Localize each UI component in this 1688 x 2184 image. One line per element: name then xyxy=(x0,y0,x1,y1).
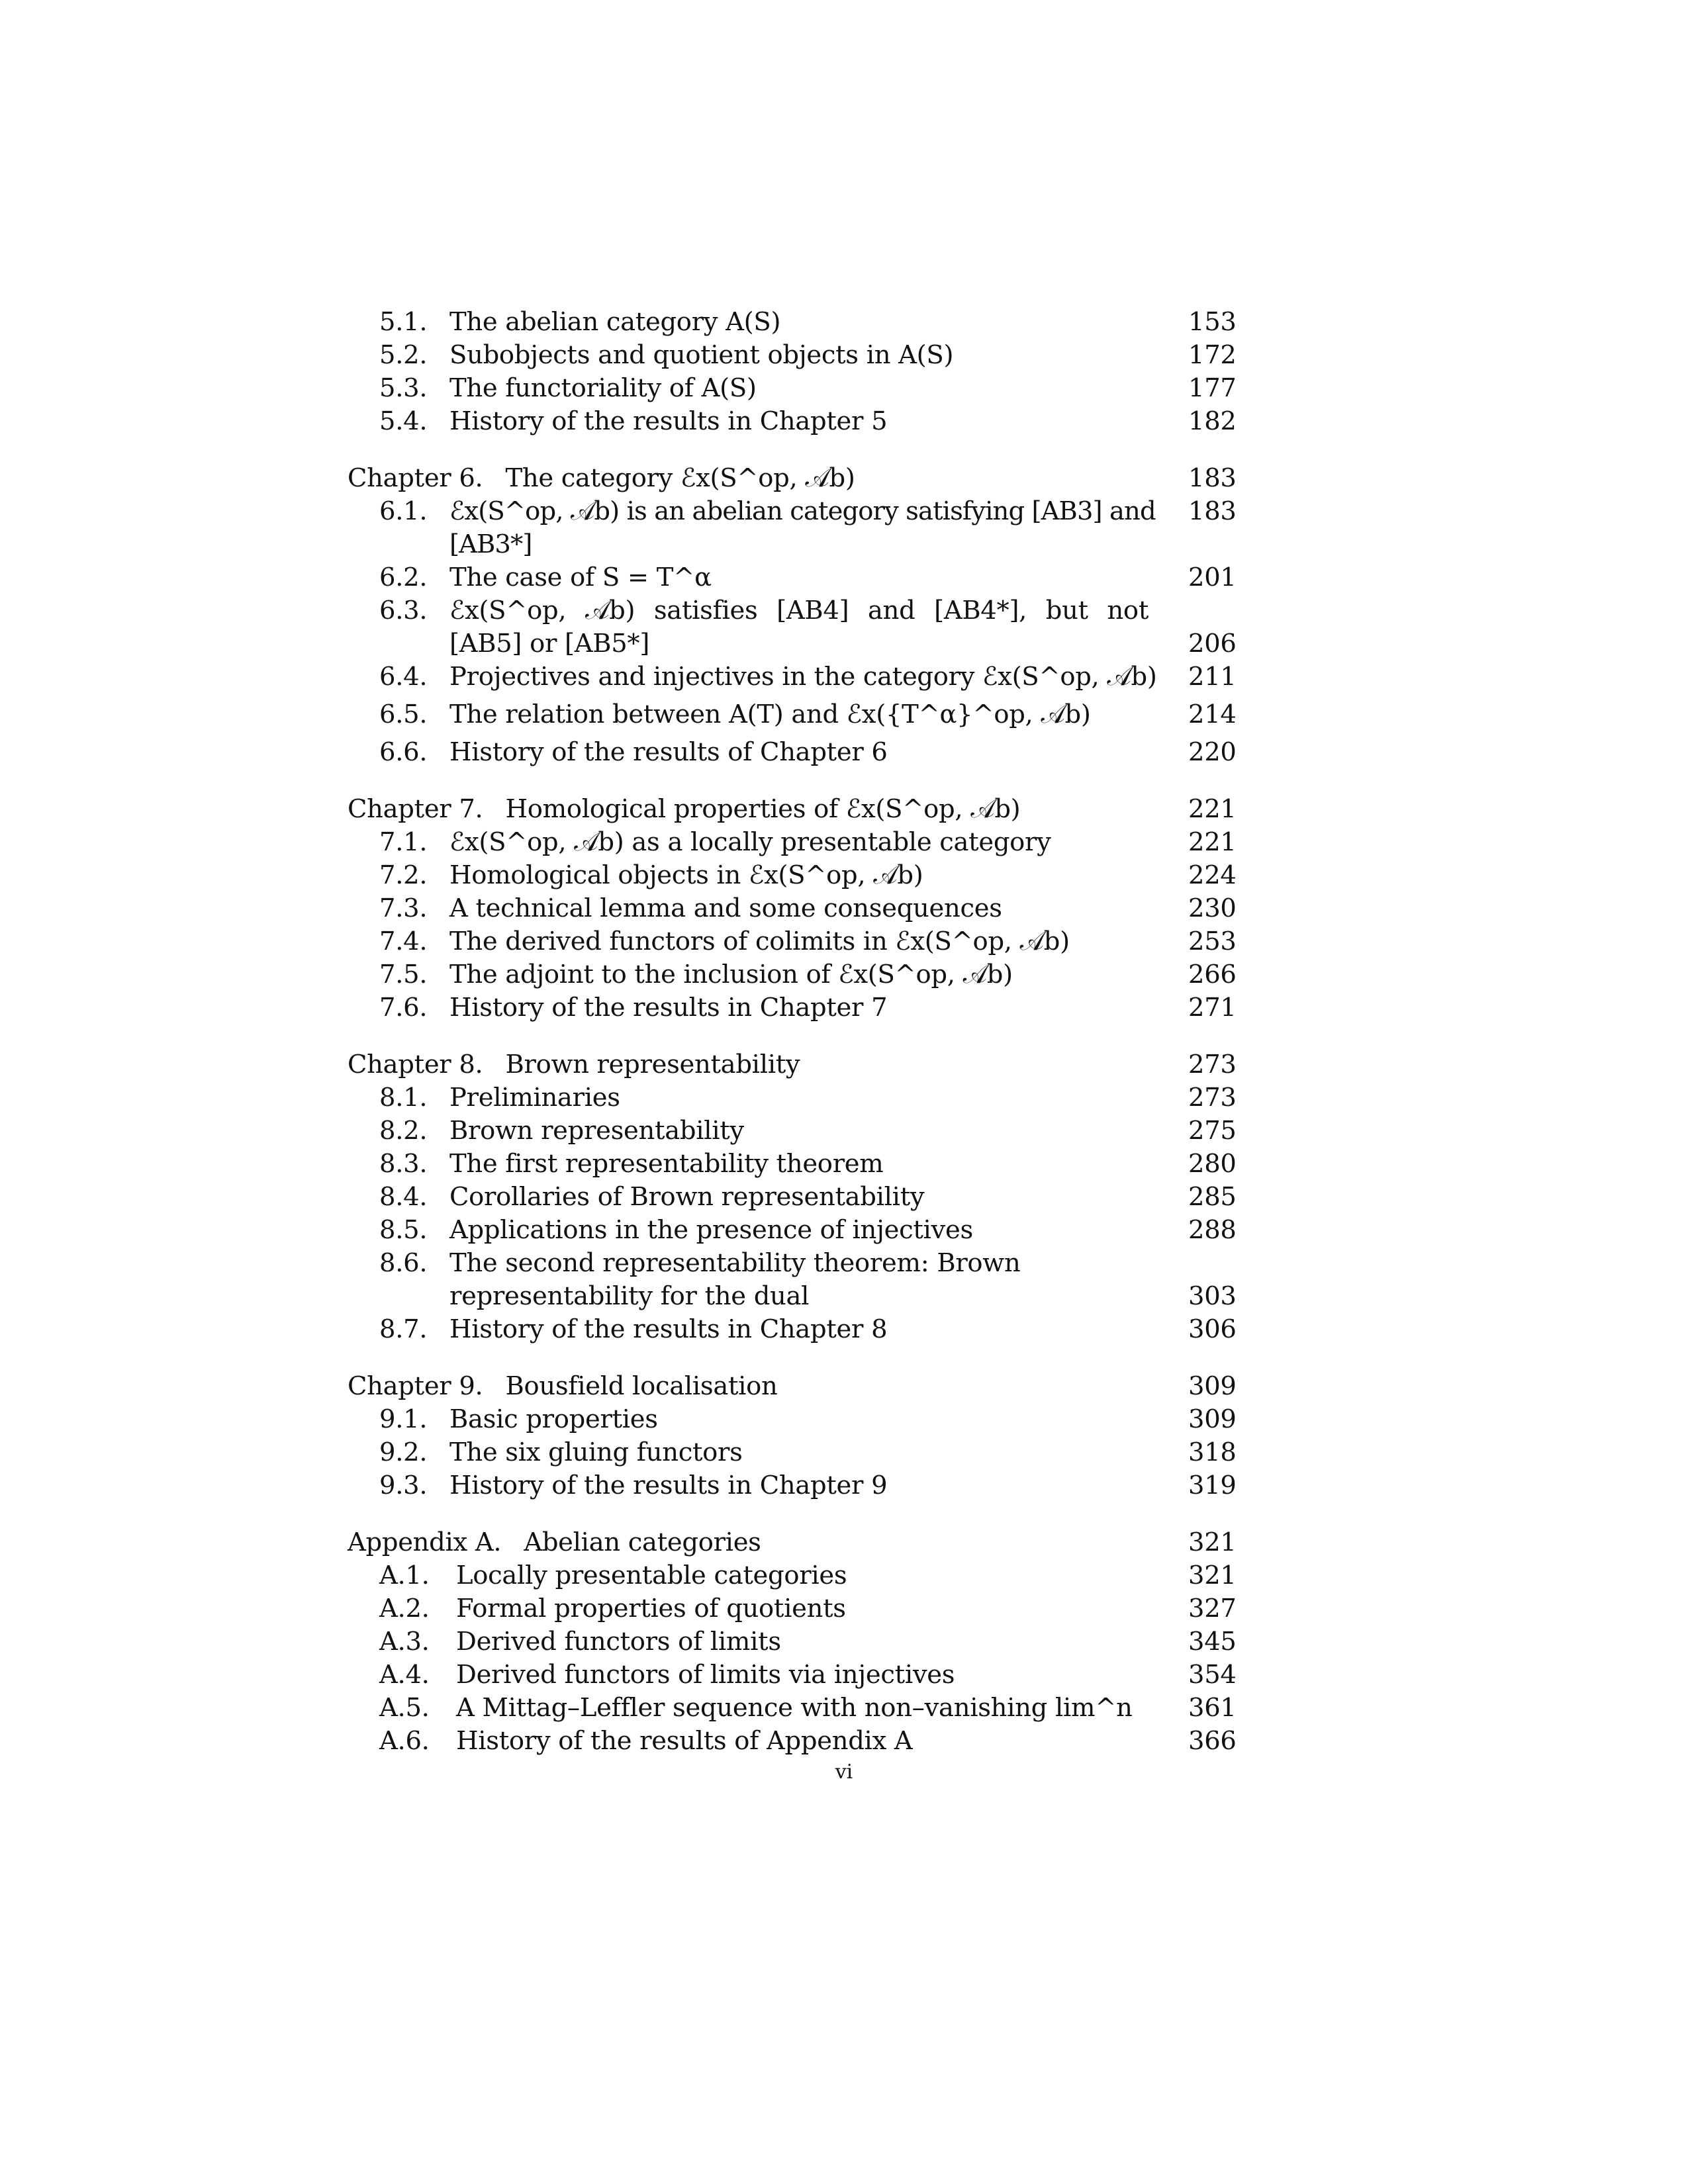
section-title: History of the results of Appendix A xyxy=(456,1726,913,1756)
section-number: 9.3. xyxy=(379,1471,428,1500)
toc-entry[interactable] xyxy=(348,1247,1235,1313)
page-number: 366 xyxy=(1188,1726,1237,1756)
section-title: Projectives and injectives in the category ℰx(S^op, 𝒜b) xyxy=(449,662,1157,692)
page-folio: vi xyxy=(835,1760,853,1784)
section-title: ℰx(S^op, 𝒜b) is an abelian category satisfying [AB3] and [AB3*] xyxy=(449,496,1156,559)
toc-entry[interactable] xyxy=(348,339,1235,372)
page-number: 253 xyxy=(1188,927,1237,956)
section-number: 7.5. xyxy=(379,960,428,989)
chapter-heading[interactable] xyxy=(348,1048,1235,1081)
page-number: 285 xyxy=(1188,1182,1237,1212)
page-number: 273 xyxy=(1188,1050,1237,1079)
section-number: 9.1. xyxy=(379,1404,428,1434)
page-number: 201 xyxy=(1188,563,1237,592)
chapter-label: Chapter 8. xyxy=(348,1050,483,1079)
chapter-heading[interactable] xyxy=(348,1370,1235,1403)
section-title: The adjoint to the inclusion of ℰx(S^op, 𝒜b) xyxy=(449,960,1013,989)
page-number: 321 xyxy=(1188,1527,1237,1557)
page-number: 273 xyxy=(1188,1083,1237,1113)
toc-entry[interactable] xyxy=(348,1181,1235,1214)
section-number: 7.6. xyxy=(379,993,428,1023)
section-number: 8.5. xyxy=(379,1215,428,1245)
toc-entry[interactable] xyxy=(348,1214,1235,1247)
section-title: The abelian category A(S) xyxy=(449,307,781,337)
section-number: 5.1. xyxy=(379,307,428,337)
section-number: 8.3. xyxy=(379,1149,428,1179)
page-number: 177 xyxy=(1188,373,1237,403)
page-number: 275 xyxy=(1188,1116,1237,1146)
toc-entry[interactable] xyxy=(348,1725,1235,1758)
chapter-heading[interactable] xyxy=(348,793,1235,826)
chapter-label: Appendix A. xyxy=(348,1527,502,1557)
page-number: 327 xyxy=(1188,1594,1237,1623)
toc-entry[interactable] xyxy=(348,1403,1235,1436)
section-title: Derived functors of limits via injectives xyxy=(456,1660,955,1690)
section-number: 5.2. xyxy=(379,340,428,370)
section-number: 8.2. xyxy=(379,1116,428,1146)
section-title: The functoriality of A(S) xyxy=(449,373,757,403)
toc-entry[interactable] xyxy=(348,1592,1235,1625)
chapter-8-block xyxy=(348,1048,1235,1346)
toc-entry[interactable] xyxy=(348,495,1235,561)
section-title: A technical lemma and some consequences xyxy=(449,893,1002,923)
toc-entry[interactable] xyxy=(348,826,1235,859)
section-number: A.3. xyxy=(379,1627,430,1657)
page-number: 221 xyxy=(1188,794,1237,824)
page-number: 153 xyxy=(1188,307,1237,337)
toc-entry[interactable] xyxy=(348,306,1235,339)
toc-entry[interactable] xyxy=(348,1692,1235,1725)
page-number: 345 xyxy=(1188,1627,1237,1657)
section-title: Locally presentable categories xyxy=(456,1561,847,1590)
page-number: 206 xyxy=(1188,629,1237,659)
toc-entry[interactable] xyxy=(348,1148,1235,1181)
section-number: 6.1. xyxy=(379,496,428,526)
section-title: Preliminaries xyxy=(449,1083,620,1113)
toc-entry[interactable] xyxy=(348,1436,1235,1469)
section-title: The six gluing functors xyxy=(449,1437,743,1467)
toc-entry[interactable] xyxy=(348,405,1235,438)
page-number: 271 xyxy=(1188,993,1237,1023)
section-title: History of the results of Chapter 6 xyxy=(449,737,888,767)
section-title: History of the results in Chapter 5 xyxy=(449,406,888,436)
section-title: A Mittag–Leffler sequence with non–vanishing lim^n xyxy=(456,1693,1133,1723)
chapter-6-block xyxy=(348,462,1235,769)
page-number: 306 xyxy=(1188,1314,1237,1344)
toc-entry[interactable] xyxy=(348,1659,1235,1692)
page-number: 211 xyxy=(1188,662,1237,692)
chapter-title: Bousfield localisation xyxy=(505,1371,778,1401)
section-number: 5.4. xyxy=(379,406,428,436)
chapter-title: The category ℰx(S^op, 𝒜b) xyxy=(505,463,855,493)
section-title: Homological objects in ℰx(S^op, 𝒜b) xyxy=(449,860,923,890)
chapter-heading[interactable] xyxy=(348,462,1235,495)
toc-entry[interactable] xyxy=(348,694,1235,736)
page-number: 230 xyxy=(1188,893,1237,923)
page-number: 183 xyxy=(1188,463,1237,493)
section-title: The relation between A(T) and ℰx({T^α}^op, 𝒜b) xyxy=(449,700,1091,729)
page-number: 221 xyxy=(1188,827,1237,857)
section-title: Applications in the presence of injectives xyxy=(449,1215,973,1245)
chapter-label: Chapter 9. xyxy=(348,1371,483,1401)
page-number: 214 xyxy=(1188,700,1237,729)
toc-entry[interactable] xyxy=(348,958,1235,991)
section-number: 6.4. xyxy=(379,662,428,692)
page-number: 266 xyxy=(1188,960,1237,989)
page-number: 224 xyxy=(1188,860,1237,890)
chapter-title: Homological properties of ℰx(S^op, 𝒜b) xyxy=(505,794,1021,824)
toc-entry[interactable] xyxy=(348,925,1235,958)
section-title: Subobjects and quotient objects in A(S) xyxy=(449,340,954,370)
section-number: 7.1. xyxy=(379,827,428,857)
section-title: History of the results in Chapter 9 xyxy=(449,1471,888,1500)
page-number: 220 xyxy=(1188,737,1237,767)
toc-entry[interactable] xyxy=(348,372,1235,405)
section-title: The case of S = T^α xyxy=(449,563,712,592)
section-title: The second representability theorem: Brown representability for the dual xyxy=(449,1248,1021,1311)
toc-entry[interactable] xyxy=(348,1559,1235,1592)
section-number: 7.2. xyxy=(379,860,428,890)
section-number: A.5. xyxy=(379,1693,430,1723)
page-number: 288 xyxy=(1188,1215,1237,1245)
section-number: 5.3. xyxy=(379,373,428,403)
section-number: 6.3. xyxy=(379,596,428,625)
section-number: A.4. xyxy=(379,1660,430,1690)
section-number: 9.2. xyxy=(379,1437,428,1467)
chapter-title: Brown representability xyxy=(505,1050,800,1079)
toc-entry[interactable] xyxy=(348,736,1235,769)
chapter-label: Chapter 7. xyxy=(348,794,483,824)
toc-entry[interactable] xyxy=(348,1469,1235,1502)
chapter-7-block xyxy=(348,793,1235,1024)
page-number: 303 xyxy=(1188,1281,1237,1311)
page-number: 318 xyxy=(1188,1437,1237,1467)
section-title: The derived functors of colimits in ℰx(S^op, 𝒜b) xyxy=(449,927,1070,956)
toc-entry[interactable] xyxy=(348,1081,1235,1115)
chapter-5-block xyxy=(348,306,1235,438)
toc-entry[interactable] xyxy=(348,892,1235,925)
page-number: 319 xyxy=(1188,1471,1237,1500)
section-number: 8.1. xyxy=(379,1083,428,1113)
section-number: 6.6. xyxy=(379,737,428,767)
section-title: History of the results in Chapter 7 xyxy=(449,993,888,1023)
appendix-a-block xyxy=(348,1526,1235,1758)
toc-entry[interactable] xyxy=(348,991,1235,1024)
section-number: 8.6. xyxy=(379,1248,428,1278)
page-number: 361 xyxy=(1188,1693,1237,1723)
section-number: 8.7. xyxy=(379,1314,428,1344)
section-title: ℰx(S^op, 𝒜b) satisfies [AB4] and [AB4*], but not [AB5] or [AB5*] xyxy=(449,596,1149,659)
toc-entry[interactable] xyxy=(348,561,1235,594)
section-number: 8.4. xyxy=(379,1182,428,1212)
section-number: A.1. xyxy=(379,1561,430,1590)
section-title: ℰx(S^op, 𝒜b) as a locally presentable category xyxy=(449,827,1051,857)
toc-entry[interactable] xyxy=(348,1313,1235,1346)
toc-entry[interactable] xyxy=(348,859,1235,892)
toc-entry[interactable] xyxy=(348,660,1235,694)
page-number: 172 xyxy=(1188,340,1237,370)
section-title: The first representability theorem xyxy=(449,1149,884,1179)
page-number: 182 xyxy=(1188,406,1237,436)
section-number: A.6. xyxy=(379,1726,430,1756)
toc-entry[interactable] xyxy=(348,1625,1235,1659)
page-number: 354 xyxy=(1188,1660,1237,1690)
section-number: 7.3. xyxy=(379,893,428,923)
chapter-heading[interactable] xyxy=(348,1526,1235,1559)
section-title: Corollaries of Brown representability xyxy=(449,1182,925,1212)
chapter-label: Chapter 6. xyxy=(348,463,483,493)
chapter-title: Abelian categories xyxy=(524,1527,761,1557)
page-number: 309 xyxy=(1188,1404,1237,1434)
section-title: History of the results in Chapter 8 xyxy=(449,1314,888,1344)
page-number: 183 xyxy=(1188,496,1237,526)
toc-entry[interactable] xyxy=(348,594,1235,660)
section-number: 6.5. xyxy=(379,700,428,729)
chapter-9-block xyxy=(348,1370,1235,1502)
section-title: Formal properties of quotients xyxy=(456,1594,846,1623)
section-number: 7.4. xyxy=(379,927,428,956)
page-number: 280 xyxy=(1188,1149,1237,1179)
page-number: 309 xyxy=(1188,1371,1237,1401)
section-number: 6.2. xyxy=(379,563,428,592)
section-number: A.2. xyxy=(379,1594,430,1623)
table-of-contents xyxy=(348,306,1235,1782)
section-title: Brown representability xyxy=(449,1116,744,1146)
section-title: Derived functors of limits xyxy=(456,1627,781,1657)
section-title: Basic properties xyxy=(449,1404,658,1434)
page-number: 321 xyxy=(1188,1561,1237,1590)
toc-entry[interactable] xyxy=(348,1115,1235,1148)
